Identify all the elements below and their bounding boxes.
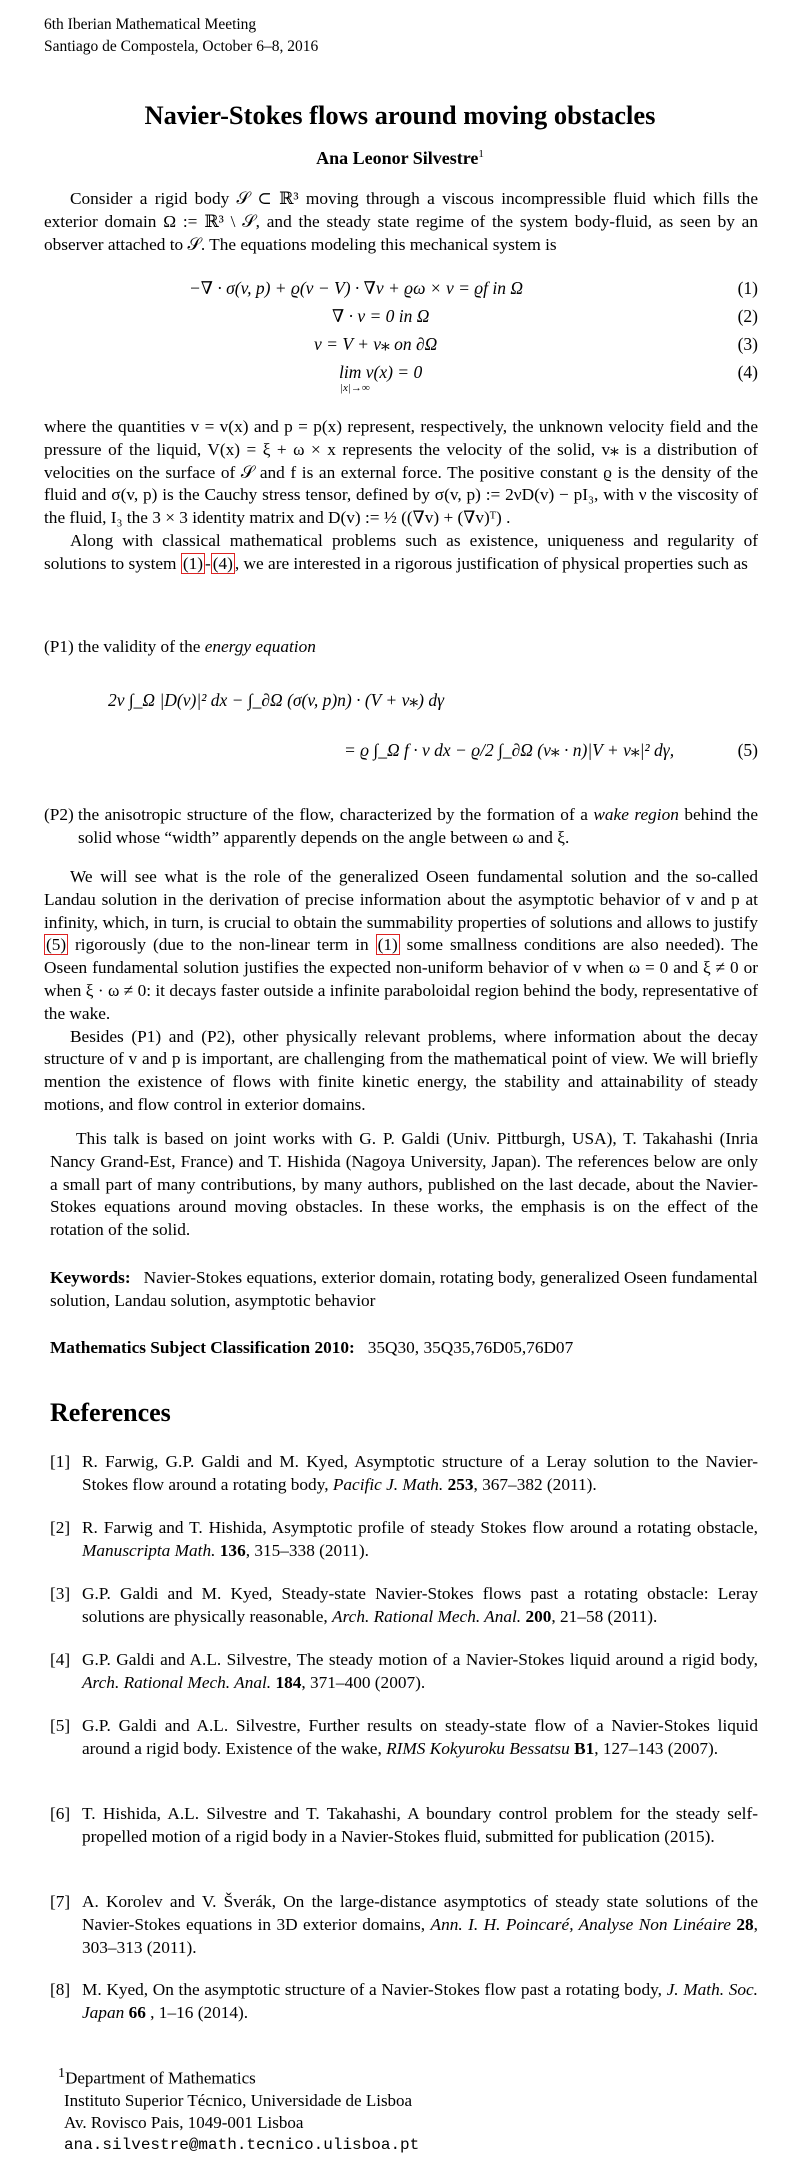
equation-2 [44, 306, 758, 334]
reference-5 [50, 1714, 758, 1760]
equation-1-number: (1) [737, 278, 758, 298]
equation-link-5[interactable]: (5) [46, 935, 67, 955]
reference-3-text [82, 1582, 758, 1628]
reference-2-pages: , 315–338 (2011). [245, 1541, 369, 1560]
author-line [0, 148, 800, 169]
reference-2-text [82, 1516, 758, 1562]
problems-paragraph [44, 530, 758, 576]
footnote-email[interactable]: ana.silvestre@math.tecnico.ulisboa.pt [64, 2135, 420, 2154]
reference-3-pages: , 21–58 (2011). [551, 1607, 658, 1626]
reference-7 [50, 1890, 758, 1959]
reference-6-text: T. Hishida, A.L. Silvestre and T. Takahashi, A boundary control problem for the steady self-propelled motion of a rigid body in a Navier-Stokes fluid, submitted for publication (2015). [82, 1804, 758, 1846]
oseen-text [44, 866, 758, 1026]
property-p2-plain-start: the anisotropic structure of the flow, characterized by the formation of a [78, 805, 594, 824]
reference-2-body: R. Farwig and T. Hishida, Asymptotic profile of steady Stokes flow around a rotating obstacle, [82, 1518, 758, 1537]
energy-equation-line-2 [44, 740, 758, 768]
reference-5-pages: , 127–143 (2007). [594, 1739, 719, 1758]
conference-header [44, 14, 318, 58]
keywords-text: Navier-Stokes equations, exterior domain, rotating body, generalized Oseen fundamental solution, Landau solution, asymptotic behavior [50, 1268, 758, 1310]
equation-1-expr: −∇ · σ(v, p) + ϱ(v − V) · ∇v + ϱω × v = ϱf in Ω [189, 278, 524, 298]
reference-5-volume: B1 [574, 1739, 595, 1758]
oseen-text-mid: rigorously (due to the non-linear term in [68, 935, 376, 955]
msc-label: Mathematics Subject Classification 2010: [50, 1338, 355, 1357]
reference-3-body: G.P. Galdi and M. Kyed, Steady-state Navier-Stokes flows past a rotating obstacle: Leray solutions are physically reasonable, [82, 1584, 758, 1626]
reference-7-text [82, 1890, 758, 1959]
property-p2-emph: wake region [593, 805, 679, 824]
reference-1-journal: Pacific J. Math. [332, 1475, 444, 1494]
reference-3-volume: 200 [525, 1607, 552, 1626]
reference-2-journal: Manuscripta Math. [82, 1541, 216, 1560]
reference-3-number: [3] [50, 1584, 71, 1603]
reference-8-volume: 66 [128, 2003, 146, 2022]
energy-equation-rhs: = ϱ ∫_Ω f · v dx − ϱ/2 ∫_∂Ω (v⁎ · n)|V + v⁎|² dγ, [344, 740, 675, 760]
problems-text-end: , we are interested in a rigorous justification of physical properties such as [234, 553, 748, 573]
problems-text-dash: - [204, 553, 211, 573]
reference-2 [50, 1516, 758, 1562]
reference-4-text [82, 1648, 758, 1694]
reference-1 [50, 1450, 758, 1496]
equation-link-1[interactable]: (1) [182, 553, 203, 573]
reference-4-number: [4] [50, 1650, 71, 1669]
keywords [50, 1266, 758, 1312]
footnote-institute: Instituto Superior Técnico, Universidade de Lisboa [64, 2090, 413, 2110]
joint-works-paragraph [50, 1128, 758, 1242]
reference-7-number: [7] [50, 1892, 71, 1911]
conference-place-date: Santiago de Compostela, October 6–8, 2016 [44, 38, 319, 55]
keywords-label: Keywords: [50, 1268, 131, 1287]
reference-7-volume: 28 [736, 1915, 754, 1934]
equation-4 [44, 362, 758, 402]
equation-2-number: (2) [737, 306, 758, 326]
footnote-department [58, 2062, 419, 2090]
equation-1 [44, 278, 758, 306]
property-p1-plain: the validity of the [78, 637, 205, 656]
property-p2-plain-end: behind the solid whose “width” apparently depends on the angle between ω and ξ. [78, 805, 758, 847]
intro-paragraph [44, 188, 758, 256]
reference-6-number: [6] [50, 1804, 71, 1823]
definitions-paragraph [44, 416, 758, 576]
besides-paragraph: Besides (P1) and (P2), other physically relevant problems, where information about the decay structure of v and p is important, are challenging from the mathematical point of view. We will briefly mention the existence of flows with finite kinetic energy, the stability and attainability of steady motions, and flow control in exterior domains. [44, 1026, 758, 1114]
conference-name: 6th Iberian Mathematical Meeting [44, 16, 257, 33]
footnote-mark: 1 [58, 2065, 66, 2081]
equation-4-expr: lim v(x) = 0 [339, 362, 423, 382]
reference-4-body: G.P. Galdi and A.L. Silvestre, The steady motion of a Navier-Stokes liquid around a rigid body, [82, 1650, 758, 1669]
property-p2-label: (P2) [44, 805, 74, 824]
reference-5-body: G.P. Galdi and A.L. Silvestre, Further results on steady-state flow of a Navier-Stokes liquid around a rigid body. Existence of the wake, [82, 1716, 758, 1758]
property-p1-label: (P1) [44, 637, 74, 656]
footnote-line-1: Department of Mathematics [65, 2068, 256, 2088]
reference-8-body: M. Kyed, On the asymptotic structure of a Navier-Stokes flow past a rotating body, [82, 1980, 667, 1999]
equation-3 [44, 334, 758, 362]
footnote-address: Av. Rovisco Pais, 1049-001 Lisboa [64, 2112, 304, 2132]
reference-7-journal: Ann. I. H. Poincaré, Analyse Non Linéaire [430, 1915, 731, 1934]
equation-3-expr: v = V + v⁎ on ∂Ω [314, 334, 438, 354]
equation-4-number: (4) [737, 362, 758, 382]
energy-equation-lhs: 2ν ∫_Ω |D(v)|² dx − ∫_∂Ω (σ(v, p)n) · (V + v⁎) dγ [108, 690, 444, 710]
reference-1-volume: 253 [447, 1475, 474, 1494]
oseen-text-start: We will see what is the role of the generalized Oseen fundamental solution and the so-called Landau solution in the derivation of precise information about the asymptotic behavior of v and p at infinity, which, in turn, is crucial to obtain the summability properties of solutions and allows to justify [44, 867, 758, 932]
problems-text-start: Along with classical mathematical problems such as existence, uniqueness and regularity of solutions to system [44, 530, 758, 573]
references-heading: References [50, 1398, 171, 1427]
equation-link-1b[interactable]: (1) [377, 935, 398, 955]
reference-1-text [82, 1450, 758, 1496]
reference-2-volume: 136 [219, 1541, 246, 1560]
paper-title: Navier-Stokes flows around moving obstacles [144, 100, 656, 130]
equation-4-limit-subscript: |x|→∞ [340, 382, 370, 394]
property-p1-emph: energy equation [204, 637, 316, 656]
oseen-paragraph [44, 866, 758, 1117]
equation-3-number: (3) [737, 334, 758, 354]
property-p2-text [78, 804, 758, 850]
reference-7-body: A. Korolev and V. Šverák, On the large-distance asymptotics of steady state solutions of the Navier-Stokes equations in 3D exterior domains, [82, 1892, 758, 1934]
reference-1-pages: , 367–382 (2011). [473, 1475, 597, 1494]
property-p1-text [78, 636, 758, 659]
property-p2 [44, 804, 758, 850]
msc [50, 1336, 758, 1359]
reference-4 [50, 1648, 758, 1694]
joint-works-text: This talk is based on joint works with G. P. Galdi (Univ. Pittburgh, USA), T. Takahashi (Inria Nancy Grand-Est, France) and T. Hishida (Nagoya University, Japan). The references below are only a small part of many contributions, by many authors, published on the last decade, about the Navier-Stokes equations around moving obstacles. In these works, the emphasis is on the effect of the rotation of the solid. [50, 1129, 758, 1240]
author-footnote-mark: 1 [478, 148, 484, 160]
reference-8-number: [8] [50, 1980, 71, 1999]
energy-equation-number: (5) [737, 740, 758, 760]
reference-8-pages: , 1–16 (2014). [145, 2003, 249, 2022]
msc-codes: 35Q30, 35Q35,76D05,76D07 [367, 1338, 574, 1357]
reference-4-journal: Arch. Rational Mech. Anal. [82, 1673, 272, 1692]
reference-5-journal: RIMS Kokyuroku Bessatsu [386, 1739, 570, 1758]
reference-3 [50, 1582, 758, 1628]
reference-5-text [82, 1714, 758, 1760]
reference-8 [50, 1978, 758, 2024]
equation-link-4[interactable]: (4) [212, 553, 233, 573]
definitions-text: where the quantities v = v(x) and p = p(x) represent, respectively, the unknown velocity field and the pressure of the liquid, V(x) = ξ + ω × x represents the velocity of the solid, v⁎ is a distribution of velocities on the surface of 𝒮 and f is an external force. The positive constant ϱ is the density of the fluid and σ(v, p) is the Cauchy stress tensor, defined by σ(v, p) := 2νD(v) − pI₃, with ν the viscosity of the fluid, I₃ the 3 × 3 identity matrix and D(v) := ½ ((∇v) + (∇v)ᵀ) . [44, 417, 758, 528]
reference-8-text [82, 1978, 758, 2024]
reference-4-volume: 184 [275, 1673, 302, 1692]
oseen-text-end: some smallness conditions are also needed). The Oseen fundamental solution justifies the expected non-uniform behavior of v when ω = 0 and ξ ≠ 0 or when ξ · ω ≠ 0: it decays faster outside a infinite paraboloidal region behind the body, representative of the wake. [44, 935, 758, 1023]
reference-1-body: R. Farwig, G.P. Galdi and M. Kyed, Asymptotic structure of a Leray solution to the Navier-Stokes flow around a rotating body, [82, 1452, 758, 1494]
footnote [58, 2062, 419, 2156]
reference-4-pages: , 371–400 (2007). [301, 1673, 426, 1692]
reference-2-number: [2] [50, 1518, 71, 1537]
reference-7-pages: , 303–313 (2011). [82, 1915, 758, 1957]
energy-equation-line-1 [44, 690, 758, 718]
reference-3-journal: Arch. Rational Mech. Anal. [332, 1607, 522, 1626]
reference-1-number: [1] [50, 1452, 71, 1471]
reference-8-journal: J. Math. Soc. Japan [82, 1980, 758, 2022]
intro-text: Consider a rigid body 𝒮 ⊂ ℝ³ moving through a viscous incompressible fluid which fills the exterior domain Ω := ℝ³ \ 𝒮, and the steady state regime of the system body-fluid, as seen by an observer attached to 𝒮. The equations modeling this mechanical system is [44, 189, 758, 254]
reference-5-number: [5] [50, 1716, 71, 1735]
author-name: Ana Leonor Silvestre [316, 148, 479, 168]
property-p1 [44, 636, 758, 659]
equation-2-expr: ∇ · v = 0 in Ω [332, 306, 430, 326]
reference-6 [50, 1802, 758, 1848]
